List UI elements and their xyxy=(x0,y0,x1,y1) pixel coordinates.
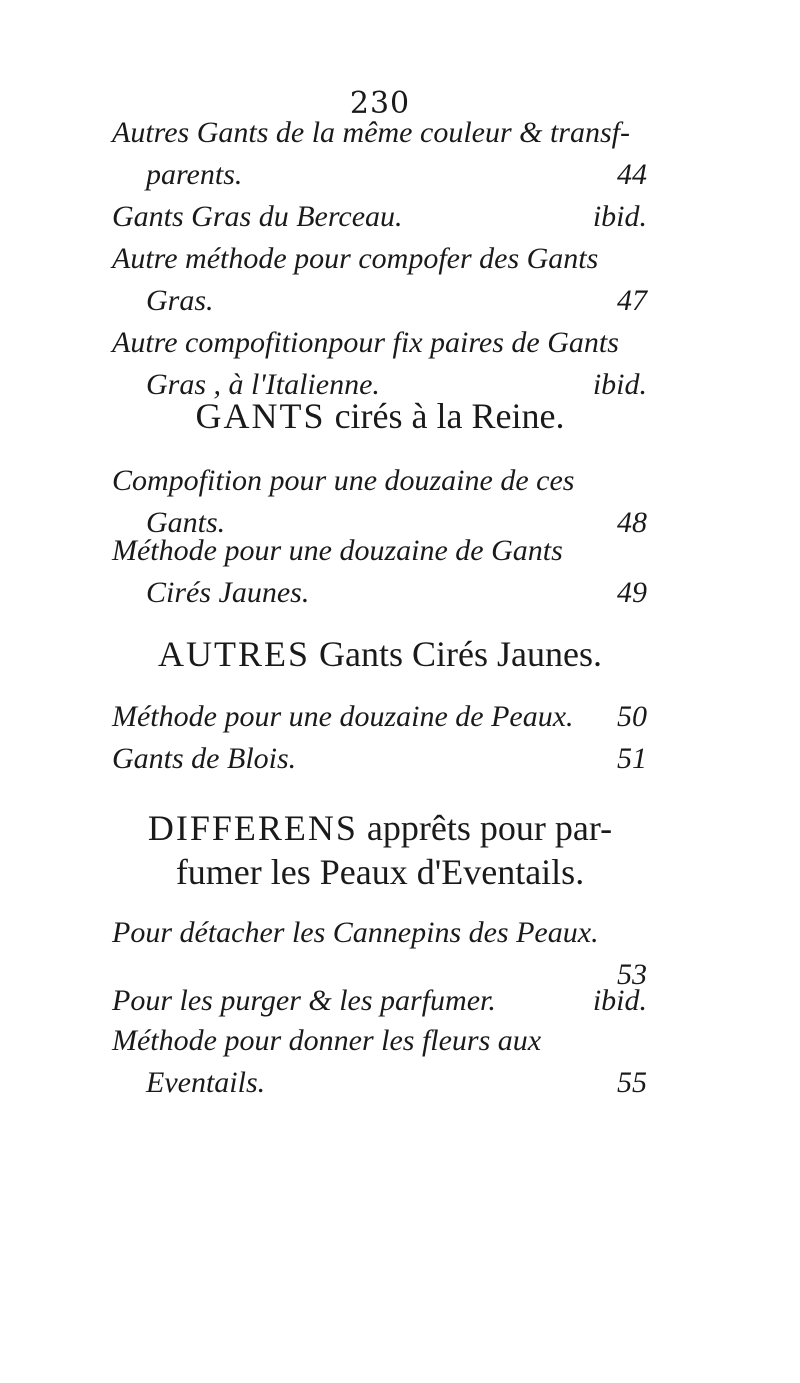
page-number: 230 xyxy=(349,86,411,121)
page-ref: 49 xyxy=(617,576,647,609)
entry-text: Pour détacher les Cannepins des Peaux. xyxy=(112,916,599,949)
section-heading xyxy=(0,632,760,676)
heading-rest: Gants Cirés Jaunes. xyxy=(310,634,602,674)
entry-text-cont: Gras. xyxy=(146,284,214,317)
index-entry xyxy=(112,530,647,614)
entry-text: Autres Gants de la même couleur & transf- xyxy=(112,116,630,149)
entry-text: Autre méthode pour compofer des Gants xyxy=(112,242,599,275)
entry-text: Méthode pour donner les fleurs aux xyxy=(112,1024,542,1057)
index-entry xyxy=(112,196,647,238)
page-ref: 50 xyxy=(617,700,647,733)
index-entry xyxy=(112,696,647,738)
page-ref: 47 xyxy=(617,284,647,317)
entry-text: Compofition pour une douzaine de ces xyxy=(112,464,575,497)
page-ref: 51 xyxy=(617,742,647,775)
heading-caps: AUTRES xyxy=(158,634,311,674)
entry-text-cont: Gras , à l'Italienne. xyxy=(146,368,380,401)
page-ref: 44 xyxy=(617,158,647,191)
section-heading xyxy=(0,806,760,894)
heading-line2: fumer les Peaux d'Eventails. xyxy=(175,852,585,892)
entry-text: Méthode pour une douzaine de Peaux. xyxy=(112,700,574,733)
index-entry xyxy=(112,980,647,1022)
section-heading xyxy=(0,394,760,438)
entry-text: Pour les purger & les parfumer. xyxy=(112,984,496,1017)
page-ref: ibid. xyxy=(592,984,647,1017)
entry-text: Gants Gras du Berceau. xyxy=(112,200,403,233)
entry-text-cont: parents. xyxy=(146,158,243,191)
entry-text-cont: Eventails. xyxy=(146,1066,266,1099)
heading-rest: apprêts pour par- xyxy=(357,808,613,848)
page-ref: ibid. xyxy=(592,200,647,233)
page-ref: 48 xyxy=(617,506,647,539)
heading-caps: GANTS xyxy=(195,396,326,436)
entry-text-cont: Gants. xyxy=(146,506,226,539)
entry-text: Autre compofitionpour fix paires de Gants xyxy=(112,326,619,359)
page-ref: 53 xyxy=(617,958,647,991)
index-entry xyxy=(112,738,647,780)
entry-text-cont: Cirés Jaunes. xyxy=(146,576,310,609)
heading-caps: DIFFERENS xyxy=(147,808,358,848)
entry-text: Gants de Blois. xyxy=(112,742,297,775)
entry-text: Méthode pour une douzaine de Gants xyxy=(112,534,563,567)
index-entry xyxy=(112,238,647,322)
index-entry xyxy=(112,112,647,196)
heading-rest: cirés à la Reine. xyxy=(325,396,565,436)
page-ref: ibid. xyxy=(592,368,647,401)
page-ref: 55 xyxy=(617,1066,647,1099)
index-entry xyxy=(112,1020,647,1104)
